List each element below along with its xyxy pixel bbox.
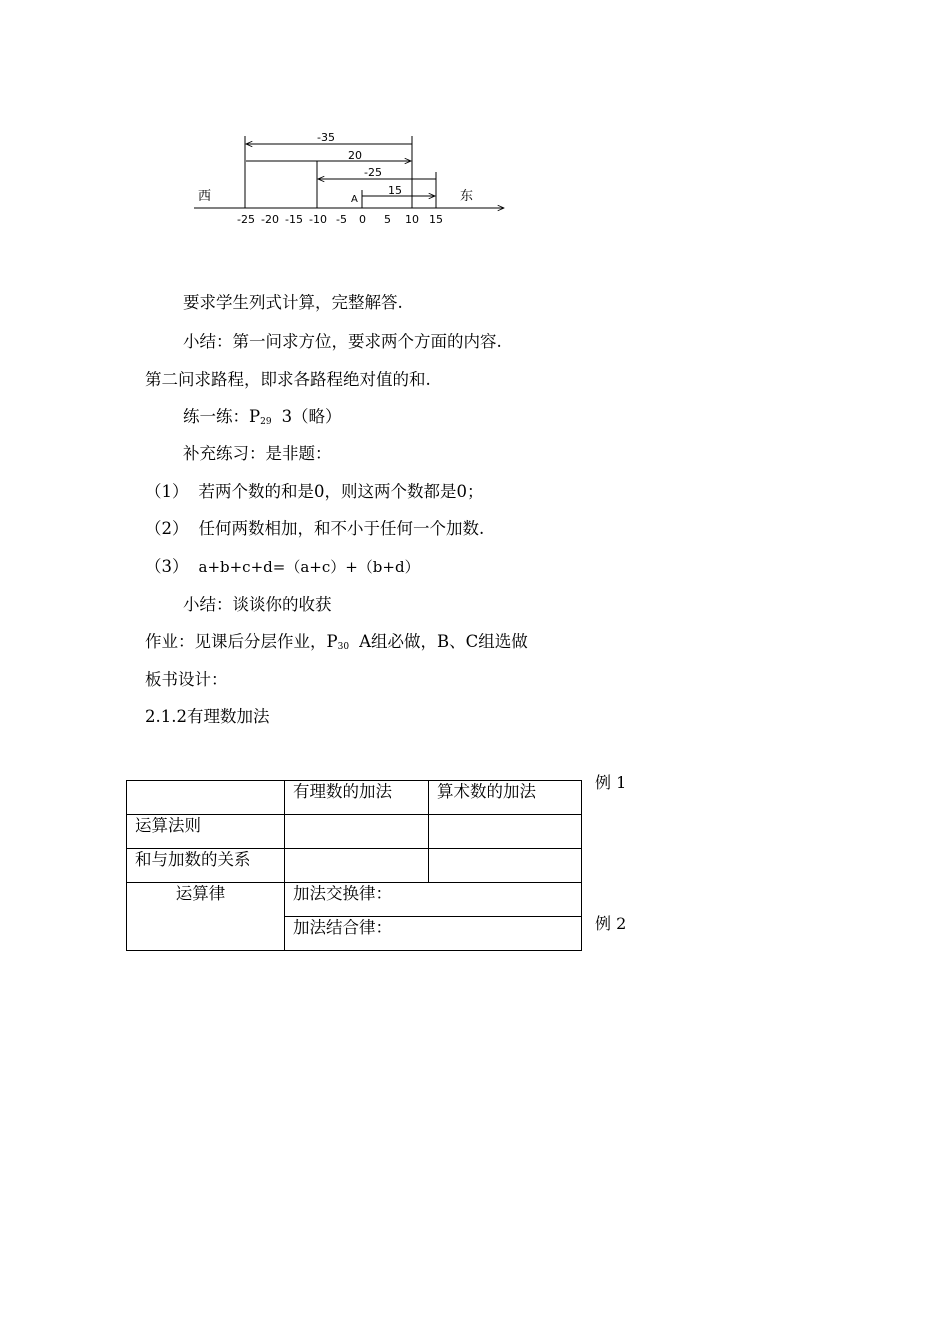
- table-cell: [127, 781, 285, 815]
- west-label: 西: [198, 189, 212, 204]
- text-line-3: 第二问求路程，即求各路程绝对值的和.: [145, 370, 431, 389]
- question-3: [145, 556, 420, 578]
- question-text: 若两个数的和是0，则这两个数都是0；: [198, 482, 484, 501]
- board-design-table: [126, 780, 582, 951]
- move-minus25-label: -25: [364, 166, 382, 179]
- table-cell: [429, 849, 582, 883]
- tick-label: 5: [384, 213, 391, 226]
- tick-label: 0: [359, 213, 366, 226]
- page-subscript: 30: [337, 642, 350, 652]
- table-row-label: 和与加数的关系: [127, 849, 285, 883]
- homework-suffix: A组必做，B、C组选做: [359, 632, 528, 651]
- page-subscript: 29: [260, 417, 272, 427]
- tick-label: -5: [336, 213, 347, 226]
- table-header: 有理数的加法: [285, 781, 429, 815]
- homework-line: [145, 631, 528, 658]
- question-2: [145, 518, 484, 540]
- table-row-label: 运算律: [127, 883, 285, 951]
- tick-label: -15: [285, 213, 303, 226]
- question-1: [145, 481, 484, 503]
- tick-label: 15: [429, 213, 443, 226]
- tick-label: -10: [309, 213, 327, 226]
- table-cell: [429, 815, 582, 849]
- table-cell: [285, 815, 429, 849]
- move-20-label: 20: [348, 149, 362, 162]
- move-15-label: 15: [388, 184, 402, 197]
- tick-label: -25: [237, 213, 255, 226]
- example-1-label: 例 1: [595, 773, 627, 792]
- table-row: [127, 781, 582, 815]
- question-number: （2）: [145, 519, 189, 538]
- table-cell: [285, 849, 429, 883]
- table-cell: 加法结合律：: [285, 917, 582, 951]
- question-number: （1）: [145, 482, 189, 501]
- text-line-2: 小结：第一问求方位，要求两个方面的内容.: [183, 332, 502, 351]
- text-line-4: [183, 406, 342, 433]
- homework-prefix: 作业：见课后分层作业，P: [145, 632, 338, 651]
- number-line-diagram: [190, 128, 520, 228]
- section-title: 2.1.2有理数加法: [145, 707, 270, 726]
- tick-label: 10: [405, 213, 419, 226]
- table-row: [127, 883, 582, 917]
- text-line-1: 要求学生列式计算，完整解答.: [183, 293, 403, 312]
- question-number: （3）: [145, 557, 189, 576]
- example-2-label: 例 2: [595, 914, 627, 933]
- question-text: 任何两数相加，和不小于任何一个加数.: [198, 519, 485, 538]
- table-row-label: 运算法则: [127, 815, 285, 849]
- practice-prefix: 练一练：P: [183, 407, 261, 426]
- table-cell: 加法交换律：: [285, 883, 582, 917]
- move-minus35-label: -35: [317, 131, 335, 144]
- tick-label: -20: [261, 213, 279, 226]
- text-line-11: 板书设计：: [145, 670, 228, 689]
- east-label: 东: [460, 189, 474, 204]
- table-header: 算术数的加法: [429, 781, 582, 815]
- point-a-label: A: [351, 194, 358, 205]
- text-line-5: 补充练习：是非题：: [183, 444, 332, 463]
- practice-suffix: 3（略）: [281, 407, 342, 426]
- table-row: [127, 815, 582, 849]
- text-line-9: 小结：谈谈你的收获: [183, 595, 332, 614]
- table-row: [127, 849, 582, 883]
- question-text: a+b+c+d=（a+c）+（b+d）: [198, 558, 420, 576]
